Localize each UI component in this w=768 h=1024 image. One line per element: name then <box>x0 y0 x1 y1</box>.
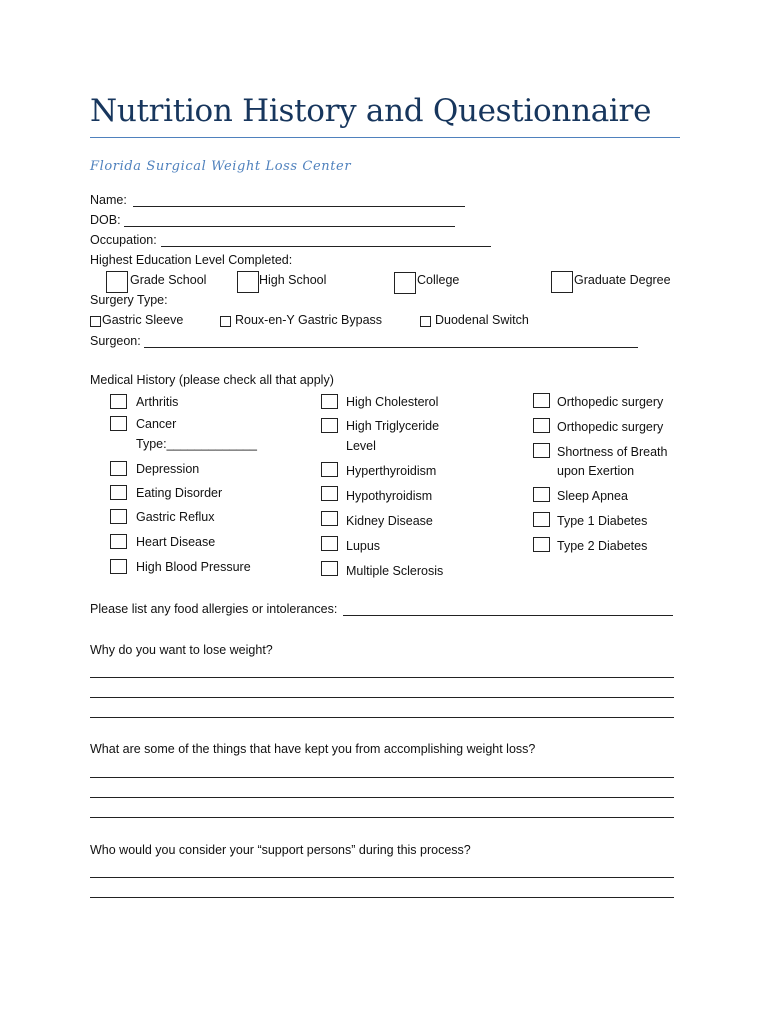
orthopedic-surgery-checkbox-2[interactable] <box>533 418 550 433</box>
hyperthyroidism-checkbox[interactable] <box>321 462 338 477</box>
lupus-label: Lupus <box>346 539 381 553</box>
roux-en-y-checkbox[interactable] <box>220 316 231 327</box>
page-title: Nutrition History and Questionnaire <box>90 93 652 129</box>
gastric-sleeve-checkbox[interactable] <box>90 316 101 327</box>
high-triglyceride-checkbox[interactable] <box>321 418 338 433</box>
sleep-apnea-label: Sleep Apnea <box>557 489 628 503</box>
food-allergies-field[interactable] <box>343 615 673 616</box>
surgeon-label: Surgeon: <box>90 334 141 348</box>
cancer-label: Cancer <box>136 417 177 431</box>
barriers-question: What are some of the things that have kept you from accomplishing weight loss? <box>90 742 536 756</box>
roux-en-y-label: Roux-en-Y Gastric Bypass <box>235 313 383 327</box>
education-label: Highest Education Level Completed: <box>90 253 293 267</box>
why-lose-weight-line-2[interactable] <box>90 697 674 698</box>
why-lose-weight-question: Why do you want to lose weight? <box>90 643 273 657</box>
high-blood-pressure-label: High Blood Pressure <box>136 560 251 574</box>
surgery-type-label: Surgery Type: <box>90 293 168 307</box>
duodenal-switch-checkbox[interactable] <box>420 316 431 327</box>
depression-label: Depression <box>136 462 200 476</box>
duodenal-switch-label: Duodenal Switch <box>435 313 529 327</box>
type-2-diabetes-label: Type 2 Diabetes <box>557 539 648 553</box>
why-lose-weight-line-3[interactable] <box>90 717 674 718</box>
surgeon-field[interactable] <box>144 347 638 348</box>
dob-field[interactable] <box>124 226 455 227</box>
occupation-field[interactable] <box>161 246 491 247</box>
heart-disease-label: Heart Disease <box>136 535 216 549</box>
college-label: College <box>417 273 460 287</box>
barriers-line-3[interactable] <box>90 817 674 818</box>
grade-school-checkbox[interactable] <box>106 271 128 293</box>
support-persons-line-1[interactable] <box>90 877 674 878</box>
hypothyroidism-label: Hypothyroidism <box>346 489 433 503</box>
hypothyroidism-checkbox[interactable] <box>321 486 338 501</box>
kidney-disease-label: Kidney Disease <box>346 514 433 528</box>
title-divider <box>90 137 680 138</box>
barriers-line-2[interactable] <box>90 797 674 798</box>
gastric-reflux-checkbox[interactable] <box>110 509 127 524</box>
shortness-of-breath-label: Shortness of Breath <box>557 445 668 459</box>
type-1-diabetes-label: Type 1 Diabetes <box>557 514 648 528</box>
heart-disease-checkbox[interactable] <box>110 534 127 549</box>
gastric-sleeve-label: Gastric Sleeve <box>102 313 184 327</box>
gastric-reflux-label: Gastric Reflux <box>136 510 215 524</box>
eating-disorder-checkbox[interactable] <box>110 485 127 500</box>
shortness-of-breath-label-2: upon Exertion <box>557 464 635 478</box>
dob-label: DOB: <box>90 213 121 227</box>
type-2-diabetes-checkbox[interactable] <box>533 537 550 552</box>
name-label: Name: <box>90 193 127 207</box>
hyperthyroidism-label: Hyperthyroidism <box>346 464 437 478</box>
graduate-degree-label: Graduate Degree <box>574 273 671 287</box>
lupus-checkbox[interactable] <box>321 536 338 551</box>
college-checkbox[interactable] <box>394 272 416 294</box>
sleep-apnea-checkbox[interactable] <box>533 487 550 502</box>
graduate-degree-checkbox[interactable] <box>551 271 573 293</box>
high-triglyceride-label: High Triglyceride <box>346 419 440 433</box>
high-blood-pressure-checkbox[interactable] <box>110 559 127 574</box>
high-school-label: High School <box>259 273 327 287</box>
eating-disorder-label: Eating Disorder <box>136 486 223 500</box>
occupation-label: Occupation: <box>90 233 157 247</box>
grade-school-label: Grade School <box>130 273 207 287</box>
medical-history-heading: Medical History (please check all that apply) <box>90 373 334 387</box>
page-subtitle: Florida Surgical Weight Loss Center <box>90 159 352 174</box>
orthopedic-surgery-label-2: Orthopedic surgery <box>557 420 664 434</box>
depression-checkbox[interactable] <box>110 461 127 476</box>
support-persons-question: Who would you consider your “support persons” during this process? <box>90 843 471 857</box>
name-field[interactable] <box>133 206 465 207</box>
orthopedic-surgery-checkbox-1[interactable] <box>533 393 550 408</box>
cancer-checkbox[interactable] <box>110 416 127 431</box>
barriers-line-1[interactable] <box>90 777 674 778</box>
multiple-sclerosis-checkbox[interactable] <box>321 561 338 576</box>
shortness-of-breath-checkbox[interactable] <box>533 443 550 458</box>
arthritis-label: Arthritis <box>136 395 179 409</box>
arthritis-checkbox[interactable] <box>110 394 127 409</box>
high-school-checkbox[interactable] <box>237 271 259 293</box>
orthopedic-surgery-label-1: Orthopedic surgery <box>557 395 664 409</box>
kidney-disease-checkbox[interactable] <box>321 511 338 526</box>
food-allergies-question: Please list any food allergies or intolerances: <box>90 602 338 616</box>
support-persons-line-2[interactable] <box>90 897 674 898</box>
high-cholesterol-checkbox[interactable] <box>321 394 338 409</box>
high-triglyceride-label-2: Level <box>346 439 376 453</box>
why-lose-weight-line-1[interactable] <box>90 677 674 678</box>
high-cholesterol-label: High Cholesterol <box>346 395 439 409</box>
type-1-diabetes-checkbox[interactable] <box>533 512 550 527</box>
multiple-sclerosis-label: Multiple Sclerosis <box>346 564 444 578</box>
cancer-type-field[interactable]: Type:_____________ <box>136 437 257 451</box>
